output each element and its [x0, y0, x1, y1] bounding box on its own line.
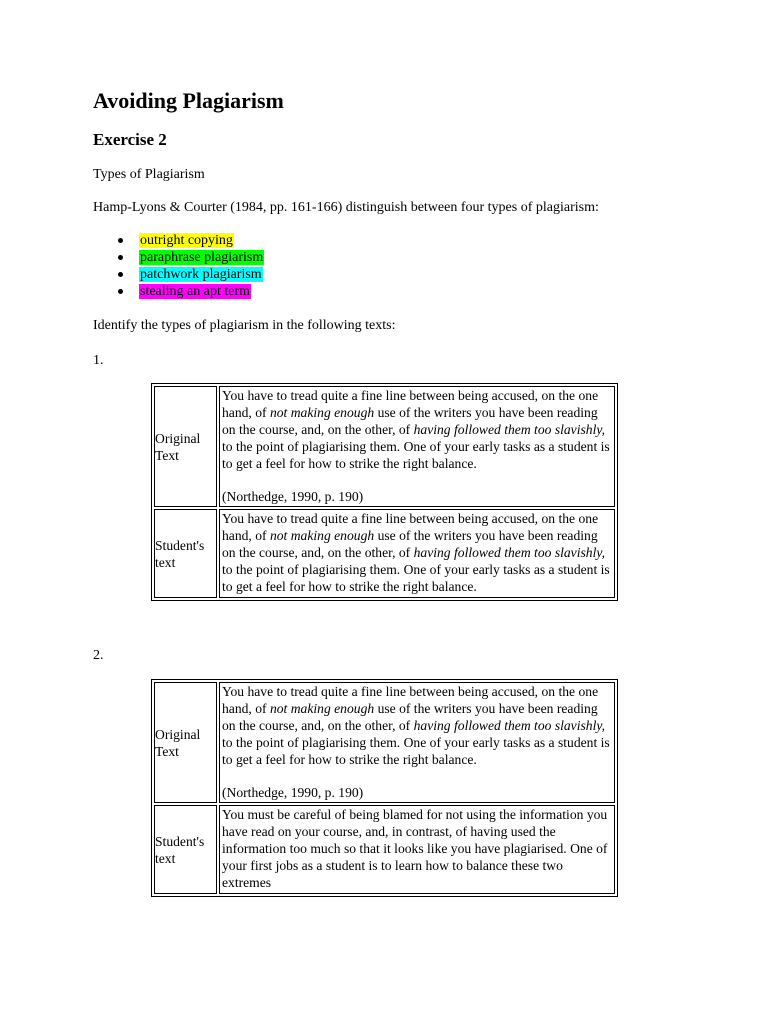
bullet-icon	[118, 272, 123, 277]
bullet-icon	[118, 289, 123, 294]
original-text-cell: You have to tread quite a fine line between being accused, on the one hand, of not making enough use of the writers you have been reading on the course, and, on the other, of having followed them too slavishly, to the point of plagiarising them. One of your early tasks as a student is to get a feel for how to strike the right balance. (Northedge, 1990, p. 190)	[219, 386, 615, 507]
exercise-table-2	[151, 679, 618, 897]
row-label: Original Text	[154, 682, 217, 803]
student-text-cell: You have to tread quite a fine line between being accused, on the one hand, of not making enough use of the writers you have been reading on the course, and, on the other, of having followed them too slavishly, to the point of plagiarising them. One of your early tasks as a student is to get a feel for how to strike the right balance.	[219, 509, 615, 598]
list-item	[118, 283, 264, 300]
plagiarism-types-list	[118, 232, 264, 300]
table-row	[154, 682, 615, 803]
student-text-cell: You must be careful of being blamed for not using the information you have read on your course, and, in contrast, of having used the information too much so that it looks like you have plagiarised. One of your first jobs as a student is to learn how to balance these two extremes	[219, 805, 615, 894]
highlighted-type: paraphrase plagiarism	[140, 250, 264, 265]
citation: (Northedge, 1990, p. 190)	[222, 488, 364, 504]
exercise-number-1: 1.	[93, 353, 104, 368]
page-title: Avoiding Plagiarism	[93, 88, 284, 113]
highlighted-type: patchwork plagiarism	[140, 267, 262, 282]
row-label: Original Text	[154, 386, 217, 507]
table-row	[154, 509, 615, 598]
original-text-cell: You have to tread quite a fine line between being accused, on the one hand, of not making enough use of the writers you have been reading on the course, and, on the other, of having followed them too slavishly, to the point of plagiarising them. One of your early tasks as a student is to get a feel for how to strike the right balance. (Northedge, 1990, p. 190)	[219, 682, 615, 803]
list-item	[118, 232, 264, 249]
table-row	[154, 805, 615, 894]
row-label: Student's text	[154, 805, 217, 894]
exercise-heading: Exercise 2	[93, 130, 167, 149]
citation: (Northedge, 1990, p. 190)	[222, 784, 364, 800]
bullet-icon	[118, 238, 123, 243]
list-item	[118, 249, 264, 266]
highlighted-type: outright copying	[140, 233, 233, 248]
exercise-number-2: 2.	[93, 648, 104, 663]
bullet-icon	[118, 255, 123, 260]
intro-text: Hamp-Lyons & Courter (1984, pp. 161-166) distinguish between four types of plagiarism:	[93, 200, 599, 215]
exercise-table-1	[151, 383, 618, 601]
highlighted-type: stealing an apt term	[140, 284, 251, 299]
instruction-text: Identify the types of plagiarism in the following texts:	[93, 318, 396, 333]
subtitle: Types of Plagiarism	[93, 167, 205, 182]
row-label: Student's text	[154, 509, 217, 598]
table-row	[154, 386, 615, 507]
list-item	[118, 266, 264, 283]
